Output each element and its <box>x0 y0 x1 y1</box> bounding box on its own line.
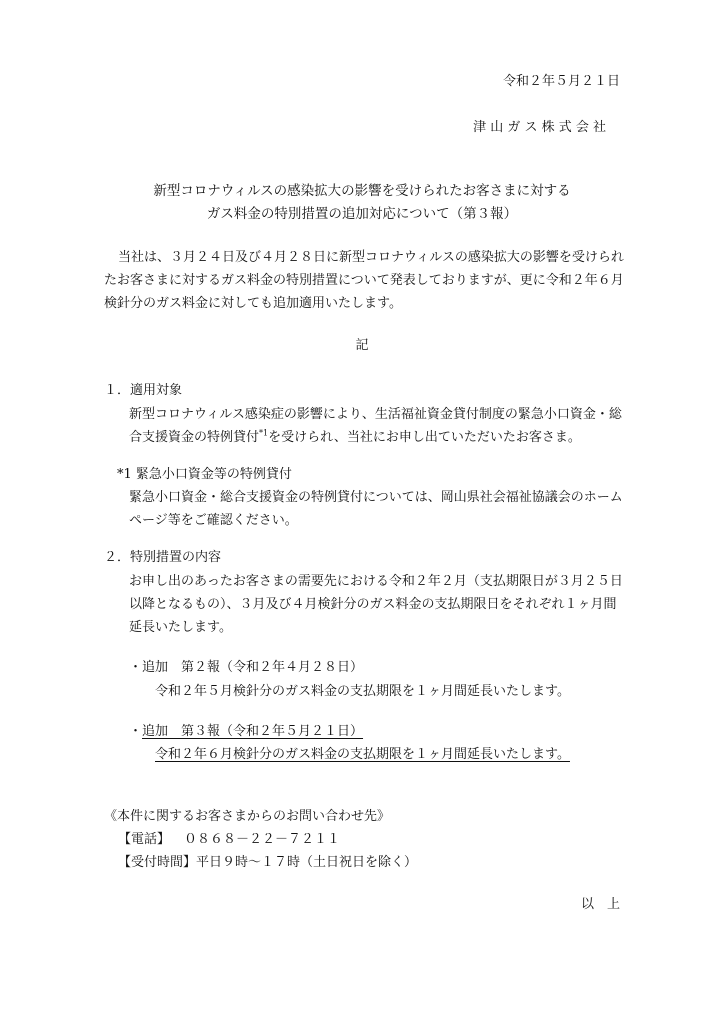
contact-hours-row <box>118 854 417 871</box>
hours-label: 【受付時間】 <box>118 855 197 870</box>
section1-heading: １．適用対象 <box>104 383 183 398</box>
bullet2-heading-row <box>129 723 363 740</box>
phone-number: ０８６８－２２－７２１１ <box>184 832 341 847</box>
section1-line-1: 新型コロナウィルス感染症の影響により、生活福祉資金貸付制度の緊急小口資金・総 <box>129 407 622 422</box>
footnote-marker: *1 <box>259 428 269 438</box>
contact-heading: 《本件に関するお客さまからのお問い合わせ先》 <box>104 809 391 824</box>
section2-line-1: お申し出のあったお客さまの需要先における令和２年２月（支払期限日が３月２５日 <box>129 574 623 589</box>
footnote-heading: *1 緊急小口資金等の特例貸付 <box>117 467 292 482</box>
bullet2-heading: 追加 第３報（令和２年５月２１日） <box>142 724 364 739</box>
ki-heading: 記 <box>355 338 369 353</box>
intro-line-1: 当社は、３月２４日及び４月２８日に新型コロナウィルスの感染拡大の影響を受けられ <box>118 250 624 265</box>
section1-line-2b: を受けられ、当社にお申し出ていただいたお客さま。 <box>268 430 581 445</box>
phone-label: 【電話】 <box>118 832 171 847</box>
bullet2-mark: ・ <box>129 724 143 739</box>
intro-line-3: 検針分のガス料金に対しても追加適用いたします。 <box>104 296 402 311</box>
section1-line-2 <box>129 429 581 446</box>
section2-line-2: 以降となるもの）、３月及び４月検針分のガス料金の支払期限日をそれぞれ１ヶ月間 <box>129 597 617 612</box>
contact-phone-row <box>118 831 340 848</box>
closing-mark: 以 上 <box>580 897 620 912</box>
footnote-line-2: ページ等をご確認ください。 <box>129 513 298 528</box>
section2-line-3: 延長いたします。 <box>129 620 232 635</box>
footnote-line-1: 緊急小口資金・総合支援資金の特例貸付については、岡山県社会福祉協議会のホーム <box>129 490 623 505</box>
company-name: 津 山 ガ ス 株 式 会 社 <box>473 120 606 135</box>
section1-line-2a: 合支援資金の特例貸付 <box>129 430 260 445</box>
hours-value: 平日９時～１７時（土日祝日を除く） <box>196 855 418 870</box>
title-line-2: ガス料金の特別措置の追加対応について（第３報） <box>206 206 518 222</box>
section2-heading: ２．特別措置の内容 <box>104 550 222 565</box>
title-line-1: 新型コロナウィルスの感染拡大の影響を受けられたお客さまに対する <box>153 183 571 199</box>
bullet1-text: 令和２年５月検針分のガス料金の支払期限を１ヶ月間延長いたします。 <box>155 684 570 699</box>
bullet2-text: 令和２年６月検針分のガス料金の支払期限を１ヶ月間延長いたします。 <box>155 747 570 762</box>
document-date: 令和２年５月２１日 <box>502 74 620 89</box>
bullet1-heading: ・追加 第２報（令和２年４月２８日） <box>129 660 364 675</box>
intro-line-2: たお客さまに対するガス料金の特別措置について発表しておりますが、更に令和２年６月 <box>104 273 624 288</box>
